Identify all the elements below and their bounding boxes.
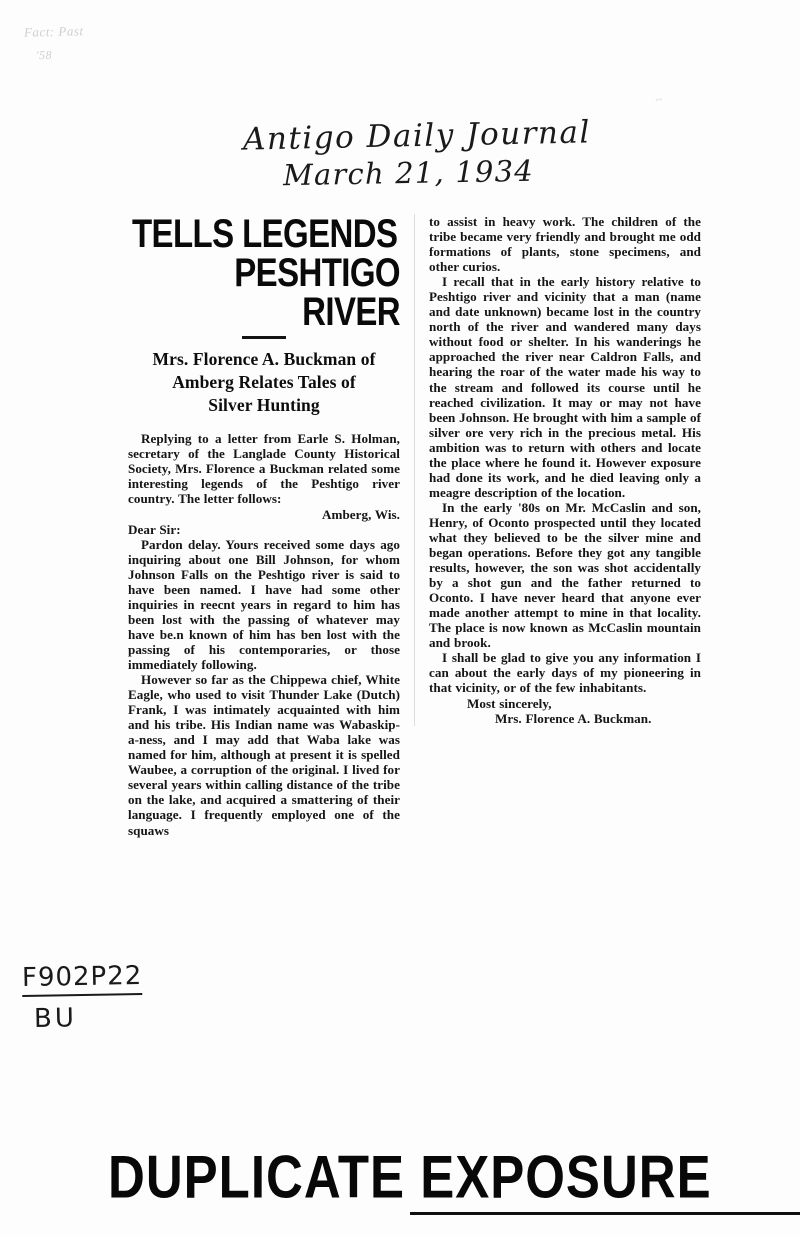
duplicate-exposure-label: DUPLICATE EXPOSURE <box>108 1143 712 1211</box>
article-body-right <box>429 214 701 726</box>
ghost-mark-top-left-2: '58 <box>35 47 53 63</box>
article-left-paragraph: However so far as the Chippewa chief, White Eagle, who used to visit Thunder Lake (Dutch) Frank, I was intimately acquainted with him and his tribe. His Indian name was Wabaskip-a-ness, and I may add that Waba lake was named for him, although at present it is spelled Waubee, a corruption of the original. I lived for several years within calling distance of the tribe on the lake, and acquired a smattering of their language. I frequently employed one of the squaws <box>128 672 400 838</box>
duplicate-exposure-band <box>0 1120 800 1215</box>
article-left-paragraph: Pardon delay. Yours received some days ago inquiring about one Bill Johnson, for whom Johnson Falls on the Peshtigo river is said to have been named. I have had some other inquiries in reecnt years in regard to him has been lost with the passing of whatever may have be.n known of him has ben lost with the passing of his contemporaries, or those immediately following. <box>128 536 400 672</box>
stamp-edge-line <box>410 1212 800 1215</box>
newspaper-clipping <box>128 210 701 914</box>
headline-divider-rule <box>242 336 286 339</box>
ghost-mark-top-left-1: Fact: Past <box>23 23 84 40</box>
clipping-columns <box>128 210 701 838</box>
article-right-paragraph: In the early '80s on Mr. McCaslin and son, Henry, of Oconto prospected until they located what they believed to be the silver mine and began operations. Before they got any tangible results, however, the son was shot accidentally by a shot gun and the father returned to Oconto. I have never heard that anyone ever made another attempt to mine in that locality. The place is now known as McCaslin mountain and brook. <box>429 499 701 651</box>
call-number-main: F902P22 <box>22 961 143 997</box>
article-left-paragraph: Amberg, Wis. <box>322 506 400 522</box>
subheadline-line-3: Silver Hunting <box>208 395 320 416</box>
handwritten-publication-name: Antigo Daily Journal <box>242 114 592 158</box>
headline-line-2: PESHTIGO RIVER <box>234 249 400 334</box>
article-right-paragraph: Mrs. Florence A. Buckman. <box>495 710 652 726</box>
headline-line-1: TELLS LEGENDS <box>132 210 398 256</box>
article-left-paragraph: Dear Sir: <box>128 521 181 537</box>
article-right-paragraph: Most sincerely, <box>467 695 552 711</box>
clipping-column-left <box>128 210 414 838</box>
handwritten-publication-date: March 21, 1934 <box>282 153 535 193</box>
subheadline-line-1: Mrs. Florence A. Buckman of <box>152 349 376 369</box>
subheadline <box>128 348 400 417</box>
page-title <box>128 210 400 334</box>
article-right-paragraph: to assist in heavy work. The children of the tribe became very friendly and brought me odd formations of plants, stone specimens, and other curios. <box>429 214 701 275</box>
article-left-paragraph: Replying to a letter from Earle S. Holman, secretary of the Langlade County Historical Society, Mrs. Florence a Buckman related some interesting legends of the Peshtigo river country. The letter follows: <box>128 431 400 507</box>
subheadline-line-2: Amberg Relates Tales of <box>172 372 356 393</box>
ghost-mark-top-right: ~ <box>653 91 665 108</box>
call-number-sub: BU <box>33 1003 78 1034</box>
archival-call-number <box>22 962 142 1033</box>
article-body-left <box>128 431 400 837</box>
article-right-paragraph: I shall be glad to give you any information I can about the early days of my pioneering in that vicinity, or of the few inhabitants. <box>429 650 701 696</box>
article-right-paragraph: I recall that in the early history relative to Peshtigo river and vicinity that a man (name and date unknown) became lost in the country north of the river and wandered many days without food or shelter. In his wanderings he approached the river near Caldron Falls, and hearing the roar of the water made his way to the stream and followed its course until he reached civilization. It may or may not have been Johnson. He brought with him a sample of silver ore very rich in the precious metal. His ambition was to return with others and locate the place where he found it. However exposure had done its work, and he died leaving only a meagre description of the location. <box>429 274 701 500</box>
clipping-column-right <box>414 214 701 726</box>
